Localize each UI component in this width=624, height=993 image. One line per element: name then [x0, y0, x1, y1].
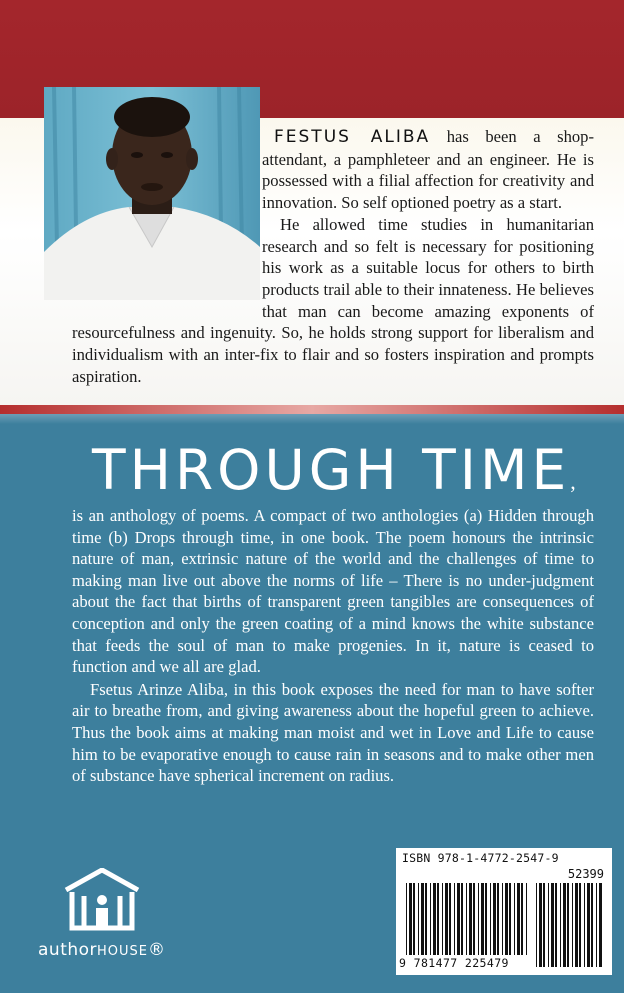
book-title-punct: ,: [570, 469, 580, 494]
barcode-bar: [437, 883, 439, 955]
barcode-bar: [575, 883, 578, 967]
barcode-bar: [536, 883, 537, 967]
book-title: [92, 438, 580, 502]
barcode-bar: [505, 883, 508, 955]
barcode-bar: [481, 883, 484, 955]
barcode-bar: [509, 883, 511, 955]
barcode-bar: [493, 883, 496, 955]
barcode-bar: [478, 883, 479, 955]
barcode-bar: [430, 883, 431, 955]
bio-paragraph-1-text: has been a shop-attendant, a pamphleteer and an engineer. He is possessed with a filial affection for creativity and innovation. So self optioned poetry as a start.: [262, 127, 594, 213]
barcode-bar: [466, 883, 467, 955]
barcode-bar: [599, 883, 602, 967]
author-name: FESTUS ALIBA: [274, 127, 431, 147]
barcode-bar: [425, 883, 427, 955]
barcode-bar: [457, 883, 460, 955]
barcode-bar: [485, 883, 487, 955]
barcode-bar: [587, 883, 590, 967]
barcode-box: [396, 848, 612, 975]
barcode-bar: [502, 883, 503, 955]
barcode-bar: [567, 883, 569, 967]
bio-paragraph-2: He allowed time studies in humanitarian research and so felt is necessary for positioning his work as a suitable locus for others to birth products trail able to their innateness. He believes that man can become amazing exponents of resourcefulness and ingenuity. So, he holds strong support for liberalism and individualism with an inter-fix to flair and so fosters inspiration and prompts aspiration.: [72, 214, 594, 386]
barcode-bar: [591, 883, 593, 967]
barcode-bar: [560, 883, 561, 967]
price-code: 52399: [567, 867, 604, 881]
barcode-bar: [418, 883, 419, 955]
barcode-bar: [449, 883, 451, 955]
barcode-bar: [490, 883, 491, 955]
barcode-bar: [526, 883, 527, 955]
blurb-paragraph-1: is an anthology of poems. A compact of two anthologies (a) Hidden through time (b) Drops through time, in one book. The poem honours the intrinsic nature of man, extrinsic nature of the world and the challenges of time to making man live out above the norms of life – There is no under-judgment about the fact that births of transparent green tangibles are consequences of conception and only the green coating of a mind knows the white substance that feeds the soul of man to make progenies. In it, nature is ceased to function and we all are glad.: [72, 506, 594, 677]
barcode-bar: [421, 883, 424, 955]
barcode-bar: [461, 883, 463, 955]
barcode-bar: [596, 883, 597, 967]
barcode-bar: [517, 883, 520, 955]
barcode-bar: [543, 883, 545, 967]
barcode-bar: [555, 883, 557, 967]
barcode-bar: [551, 883, 554, 967]
publisher-name-house: HOUSE: [97, 944, 149, 959]
divider-red-stripe: [0, 405, 624, 414]
barcode-bar: [409, 883, 412, 955]
barcode-bar: [469, 883, 472, 955]
book-title-text: THROUGH TIME: [92, 438, 571, 502]
barcode-bar: [473, 883, 475, 955]
ean-digits: 9 781477 225479: [399, 956, 509, 970]
addon-barcode: [536, 883, 604, 967]
barcode-bar: [584, 883, 585, 967]
publisher-name-author: author: [38, 940, 98, 960]
barcode-bar: [514, 883, 515, 955]
barcode-bar: [445, 883, 448, 955]
registered-mark: ®: [148, 940, 166, 960]
book-blurb: [72, 505, 594, 788]
barcode-bar: [572, 883, 573, 967]
barcode-bar: [497, 883, 499, 955]
barcode-bar: [548, 883, 549, 967]
blurb-paragraph-2: Fsetus Arinze Aliba, in this book exposes the need for man to have softer air to breathe from, and giving awareness about the hopeful green to achieve. Thus the book aims at making man moist and wet in Love and Life to cause him to be evaporative enough to cause rain in seasons and to make other men of substance have spherical increment on radius.: [72, 679, 594, 786]
barcode-bar: [521, 883, 523, 955]
bio-paragraph-1: [72, 126, 594, 214]
barcode-bar: [579, 883, 581, 967]
barcode-bar: [406, 883, 407, 955]
author-bio: [72, 126, 594, 387]
barcode-bar: [413, 883, 415, 955]
authorhouse-logo-icon: [60, 868, 144, 932]
ean-barcode: [406, 883, 530, 955]
barcode-bar: [454, 883, 455, 955]
divider-blue-stripe: [0, 414, 624, 424]
barcode-bar: [563, 883, 566, 967]
barcode-bar: [442, 883, 443, 955]
publisher-logo: [38, 868, 178, 968]
publisher-name: [38, 940, 198, 960]
barcode-bar: [433, 883, 436, 955]
barcode-bar: [539, 883, 542, 967]
isbn-label: ISBN 978-1-4772-2547-9: [402, 851, 559, 865]
